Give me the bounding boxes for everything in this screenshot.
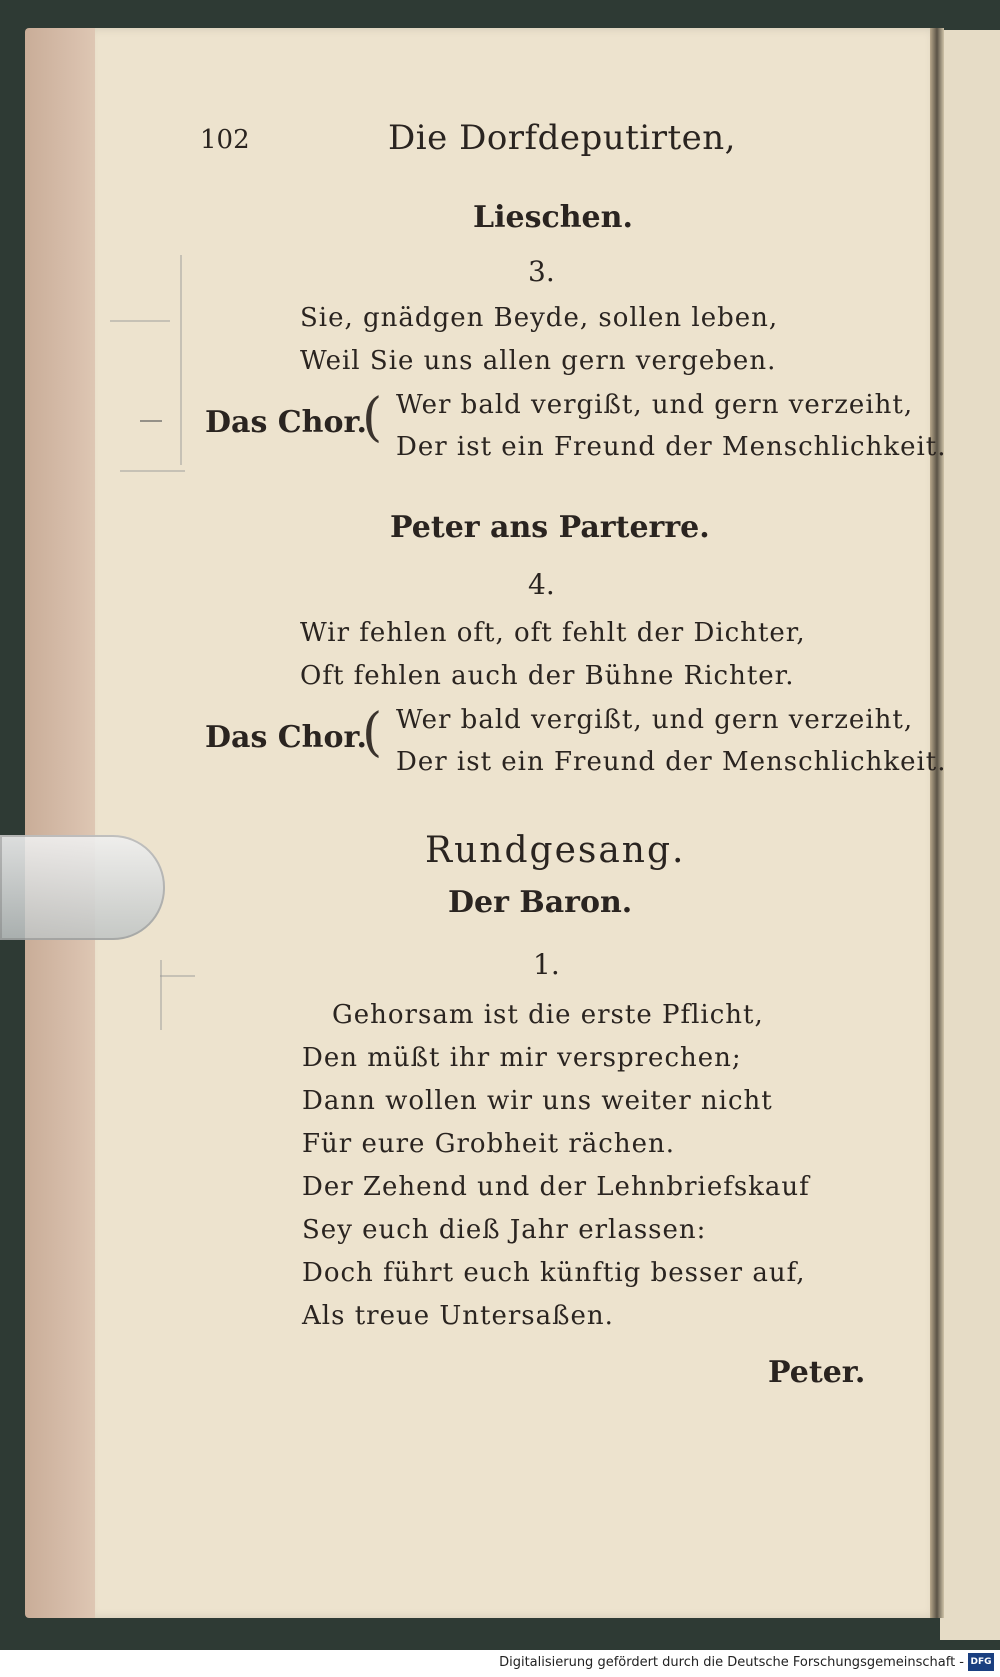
chorus-brace: ( <box>362 388 383 448</box>
chorus-line: Wer bald vergißt, und gern verzeiht, <box>396 390 914 420</box>
verse-line: Wir fehlen oft, oft fehlt der Dichter, <box>300 618 806 648</box>
verse-line: Doch führt euch künftig besser auf, <box>302 1258 806 1288</box>
stanza-number: 1. <box>533 948 560 981</box>
verse-line: Sey euch dieß Jahr erlassen: <box>302 1215 707 1245</box>
chorus-line: Der ist ein Freund der Menschlichkeit. <box>396 432 947 462</box>
verse-line: Sie, gnädgen Beyde, sollen leben, <box>300 303 779 333</box>
chorus-line: Wer bald vergißt, und gern verzeiht, <box>396 705 914 735</box>
footer-credit: Digitalisierung gefördert durch die Deutsche Forschungsgemeinschaft - <box>499 1655 964 1670</box>
stanza-number: 3. <box>528 255 555 288</box>
pencil-mark <box>120 470 185 472</box>
running-title: Die Dorfdeputirten, <box>388 118 736 158</box>
verse-line: Weil Sie uns allen gern vergeben. <box>300 346 777 376</box>
pencil-dash <box>140 420 162 422</box>
verse-line: Gehorsam ist die erste Pflicht, <box>332 1000 764 1030</box>
speaker-name: Der Baron. <box>448 885 633 920</box>
verse-line: Dann wollen wir uns weiter nicht <box>302 1086 773 1116</box>
page-number: 102 <box>200 125 250 155</box>
verse-line: Der Zehend und der Lehnbriefskauf <box>302 1172 810 1202</box>
verse-line: Oft fehlen auch der Bühne Richter. <box>300 661 795 691</box>
catchword: Peter. <box>768 1355 866 1390</box>
pencil-mark <box>110 320 170 322</box>
verse-line: Für eure Grobheit rächen. <box>302 1129 675 1159</box>
scanner-clip <box>0 835 165 940</box>
chorus-label: Das Chor. <box>205 405 367 440</box>
chorus-line: Der ist ein Freund der Menschlichkeit. <box>396 747 947 777</box>
next-page-background <box>940 30 1000 1640</box>
chorus-brace: ( <box>362 703 383 763</box>
speaker-name: Peter ans Parterre. <box>390 510 710 545</box>
chorus-label: Das Chor. <box>205 720 367 755</box>
speaker-name: Lieschen. <box>473 200 633 235</box>
pencil-mark <box>160 975 195 977</box>
pencil-mark <box>160 960 162 1030</box>
dfg-logo: DFG <box>968 1653 994 1671</box>
pencil-mark <box>180 255 182 465</box>
verse-line: Als treue Untersaßen. <box>302 1301 614 1331</box>
book-spine <box>930 28 944 1618</box>
verse-line: Den müßt ihr mir versprechen; <box>302 1043 742 1073</box>
stanza-number: 4. <box>528 568 555 601</box>
section-title: Rundgesang. <box>425 830 686 871</box>
